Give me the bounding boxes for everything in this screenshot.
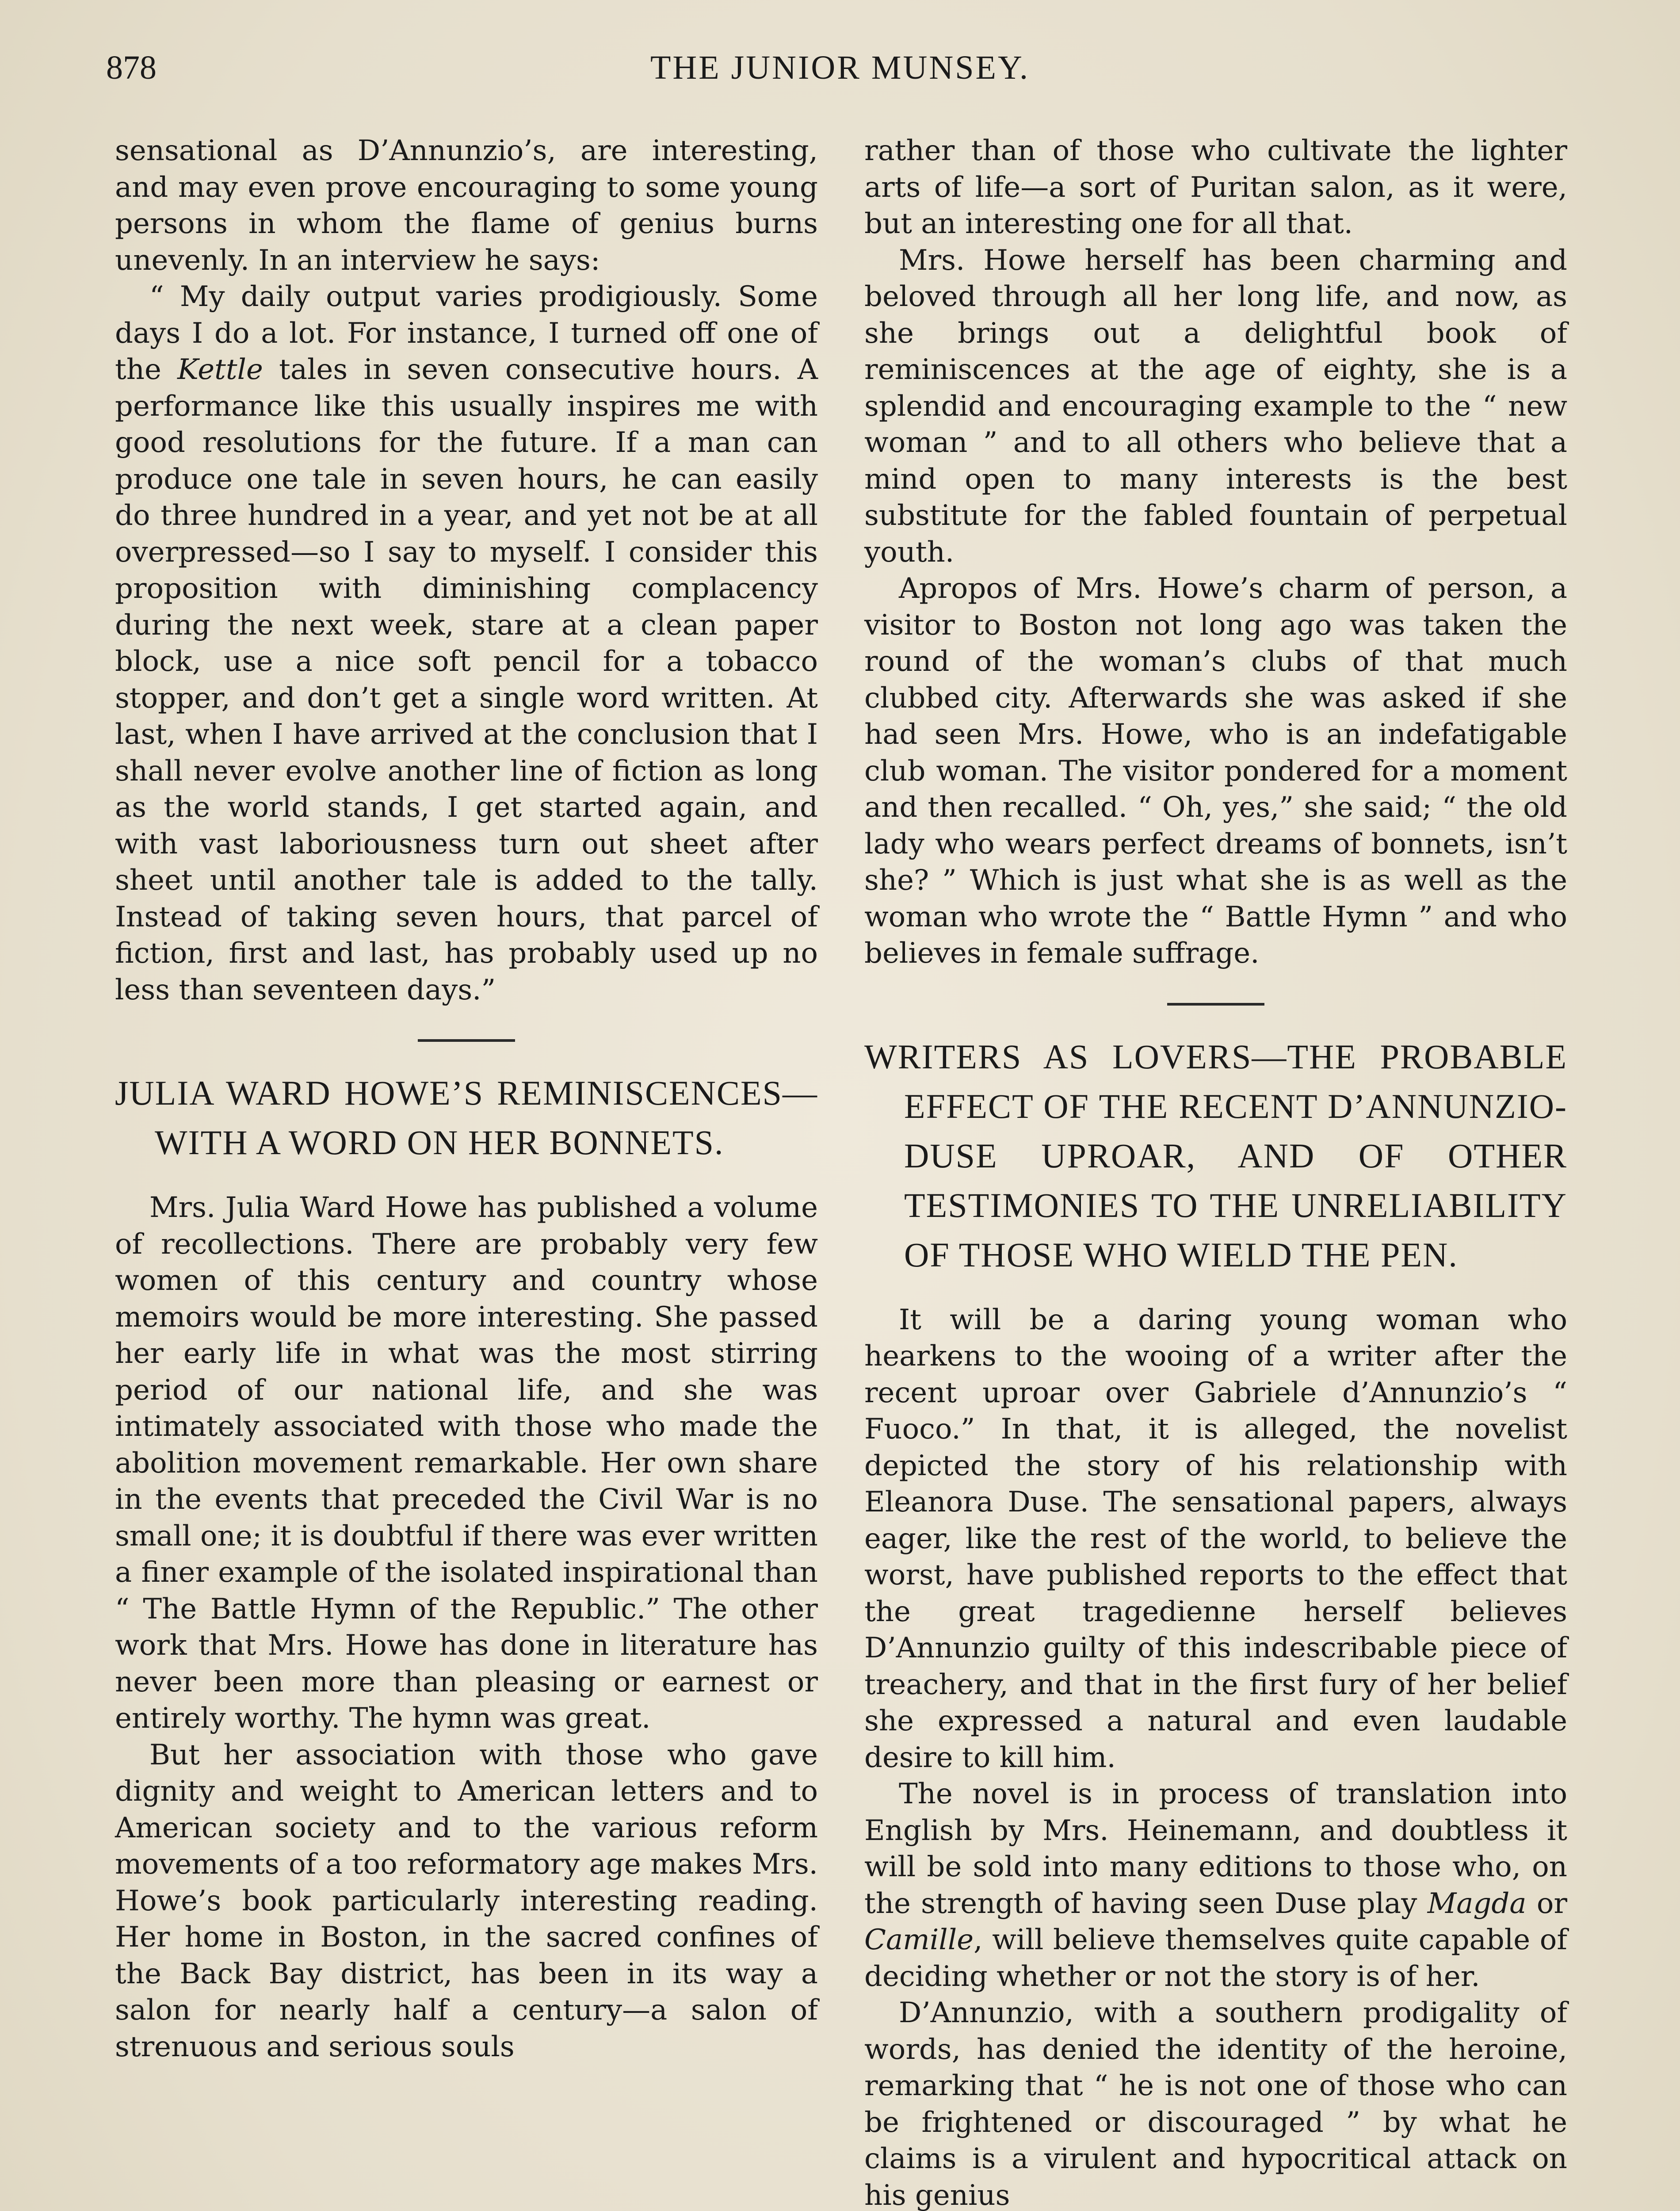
- quote-text-end: tales in seven consecutive hours. A performance like this usually inspires me with good resolutions for the future. If a man can produce one tale in seven hours, he can easily do three hundred in a year, and yet not be at all overpressed—so I say to myself. I consider this proposition with diminishing complacency during the next week, stare at a clean paper block, use a nice soft pencil for a tobacco stopper, and don’t get a single word written. At last, when I have arrived at the conclusion that I shall never evolve another line of fiction as long as the world stands, I get started again, and with vast laboriousness turn out sheet after sheet until another tale is added to the tally. Instead of taking seven hours, that parcel of fiction, first and last, has probably used up no less than seventeen days.”: [115, 353, 818, 1006]
- section-divider: [418, 1039, 515, 1042]
- right-paragraph-3: Apropos of Mrs. Howe’s charm of person, a visitor to Boston not long ago was taken the round of the woman’s clubs of that much clubbed city. Afterwards she was asked if she had seen Mrs. Howe, who is an indefatigable club woman. The visitor pondered for a moment and then recalled. “ Oh, yes,” she said; “ the old lady who wears perfect dreams of bonnets, isn’t she? ” Which is just what she is as well as the woman who wrote the “ Battle Hymn ” and who believes in female suffrage.: [864, 572, 1567, 970]
- left-column: [115, 133, 818, 2065]
- p5-italic-magda: Magda: [1427, 1887, 1527, 1920]
- left-paragraph-2-quote: [115, 279, 818, 1008]
- right-paragraph-5: [864, 1776, 1567, 1995]
- p5-text-start: The novel is in process of translation into English by Mrs. Heinemann, and doubtless it will be sold into many editions to those who, on the strength of having seen Duse play: [864, 1778, 1567, 1920]
- right-paragraph-1: rather than of those who cultivate the lighter arts of life—a sort of Puritan salon, as it were, but an interesting one for all that.: [864, 134, 1567, 240]
- p5-italic-camille: Camille: [864, 1924, 974, 1956]
- p5-text-mid: or: [1526, 1887, 1568, 1920]
- right-paragraph-6: D’Annunzio, with a southern prodigality of words, has denied the identity of the heroine, remarking that “ he is not one of those who can be frightened or discouraged ” by what he claims is a virulent and hypocritical attack on his genius: [864, 1997, 1567, 2211]
- section-heading-writers: WRITERS AS LOVERS—THE PROBABLE EFFECT OF THE RECENT D’ANNUNZIO-DUSE UPROAR, AND OF OTHER TESTIMONIES TO THE UNRELIABILITY OF THOSE WHO WIELD THE PEN.: [864, 1037, 1567, 1274]
- left-paragraph-3: Mrs. Julia Ward Howe has published a volume of recollections. There are probably very few women of this century and country whose memoirs would be more interesting. She passed her early life in what was the most stirring period of our national life, and she was intimately associated with those who made the abolition movement remarkable. Her own share in the events that preceded the Civil War is no small one; it is doubtful if there was ever written a finer example of the isolated inspirational than “ The Battle Hymn of the Republic.” The other work that Mrs. Howe has done in literature has never been more than pleasing or earnest or entirely worthy. The hymn was great.: [115, 1191, 818, 1735]
- right-paragraph-4: It will be a daring young woman who hearkens to the wooing of a writer after the recent uproar over Gabriele d’Annunzio’s “ Fuoco.” In that, it is alleged, the novelist depicted the story of his relationship with Eleanora Duse. The sensational papers, always eager, like the rest of the world, to believe the worst, have published reports to the effect that the great tragedienne herself believes D’Annunzio guilty of this indescribable piece of treachery, and that in the first fury of her belief she expressed a natural and even laudable desire to kill him.: [864, 1303, 1567, 1774]
- section-divider: [1167, 1003, 1264, 1006]
- p5-text-end: , will believe themselves quite capable of deciding whether or not the story is of her.: [864, 1924, 1567, 1993]
- left-paragraph-1: sensational as D’Annunzio’s, are interesting, and may even prove encouraging to some young persons in whom the flame of genius burns unevenly. In an interview he says:: [115, 134, 818, 277]
- page-header: [106, 49, 1574, 97]
- right-paragraph-2: Mrs. Howe herself has been charming and beloved through all her long life, and now, as she brings out a delightful book of reminiscences at the age of eighty, she is a splendid and encouraging example to the “ new woman ” and to all others who believe that a mind open to many interests is the best substitute for the fabled fountain of perpetual youth.: [864, 244, 1567, 569]
- section-heading-howe: JULIA WARD HOWE’S REMINISCENCES—WITH A WORD ON HER BONNETS.: [115, 1074, 818, 1162]
- running-title: THE JUNIOR MUNSEY.: [650, 49, 1030, 86]
- quote-text-start: “ My daily output varies prodigiously. Some days I do a lot. For instance, I turned off one of the: [115, 280, 818, 386]
- quote-italic-kettle: Kettle: [177, 353, 263, 386]
- left-paragraph-4: But her association with those who gave dignity and weight to American letters and to American society and to the various reform movements of a too reformatory age makes Mrs. Howe’s book particularly interesting reading. Her home in Boston, in the sacred confines of the Back Bay district, has been in its way a salon for nearly half a century—a salon of strenuous and serious souls: [115, 1738, 818, 2063]
- right-column: [864, 133, 1567, 2211]
- page-number: 878: [106, 49, 157, 86]
